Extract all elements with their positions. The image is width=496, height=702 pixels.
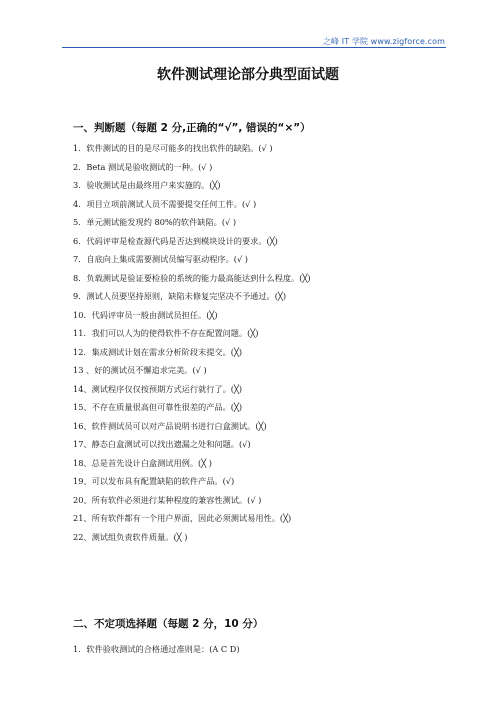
question-item: 22、测试组负责软件质量。(╳ ) — [73, 531, 188, 542]
question-item: 9．测试人员要坚持原则，缺陷未修复完坚决不予通过。(╳) — [73, 291, 287, 301]
document-title: 软件测试理论部分典型面试题 — [157, 67, 339, 83]
question-item: 16、软件测试员可以对产品说明书进行白盒测试。(╳) — [73, 420, 267, 431]
question-item: 3．验收测试是由最终用户来实施的。(╳) — [73, 180, 221, 190]
question-item: 11．我们可以人为的使得软件不存在配置问题。(╳) — [73, 328, 259, 338]
header-divider — [62, 47, 446, 48]
question-item: 10．代码评审员一般由测试员担任。(╳) — [73, 309, 218, 320]
question-item: 1．软件测试的目的是尽可能多的找出软件的缺陷。(√ ) — [73, 143, 273, 153]
question-item: 4．项目立项前测试人员不需要提交任何工件。(√ ) — [73, 198, 257, 209]
question-item: 21、所有软件都有一个用户界面，因此必须测试易用性。(╳) — [73, 513, 292, 523]
question-item: 8．负载测试是验证要检验的系统的能力最高能达到什么程度。(╳) — [73, 272, 311, 283]
question-item: 17、静态白盒测试可以找出遗漏之处和问题。(√) — [73, 439, 251, 449]
question-item: 18、总是首先设计白盒测试用例。(╳ ) — [73, 457, 212, 468]
question-item: 7．自底向上集成需要测试员编写驱动程序。(√ ) — [73, 254, 248, 264]
multiple-choice-item: 1．软件验收测试的合格通过准则是：(A C D) — [73, 644, 240, 654]
question-item: 2．Beta 测试是验收测试的一种。(√ ) — [73, 161, 213, 172]
question-item: 12．集成测试计划在需求分析阶段末提交。(╳) — [73, 346, 243, 357]
question-item: 19、可以发布具有配置缺陷的软件产品。(√) — [73, 476, 235, 486]
section-heading-multiple-choice: 二、不定项选择题（每题 2 分，10 分） — [73, 618, 264, 630]
section-heading-true-false: 一、判断题（每题 2 分,正确的“√”, 错误的“×”） — [73, 122, 311, 134]
question-item: 20、所有软件必须进行某种程度的兼容性测试。(√ ) — [73, 494, 262, 505]
question-item: 14、测试程序仅仅按预期方式运行就行了。(╳) — [73, 383, 243, 394]
true-false-question-list — [73, 139, 311, 546]
header-brand: 之峰 IT 学院 www.zigforce.com — [322, 37, 445, 46]
question-item: 5．单元测试能发现约 80%的软件缺陷。(√ ) — [73, 217, 237, 227]
question-item: 6．代码评审是检查源代码是否达到模块设计的要求。(╳) — [73, 235, 278, 246]
question-item: 15、不存在质量很高但可靠性很差的产品。(╳) — [73, 402, 243, 412]
question-item: 13 、好的测试员不懈追求完美。(√ ) — [73, 365, 207, 375]
